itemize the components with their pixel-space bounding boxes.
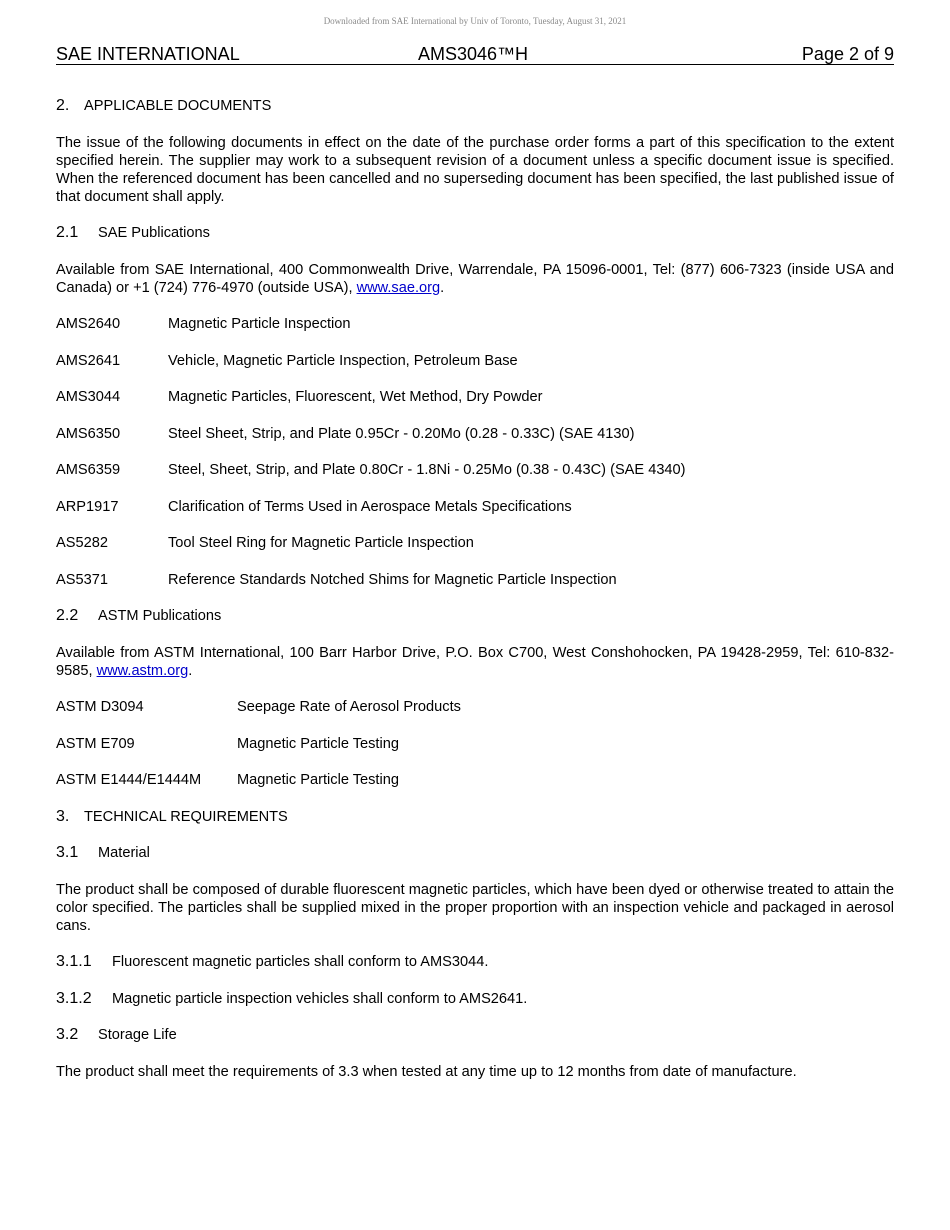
section-number: 2. [56,97,70,114]
reference-item [56,771,894,789]
astm-availability-paragraph [56,644,894,680]
section-number: 2.2 [56,607,79,624]
reference-item [56,388,894,406]
section-number: 3.2 [56,1026,79,1043]
reference-item [56,352,894,370]
reference-code: AMS6350 [56,425,121,442]
sae-availability-paragraph [56,261,894,297]
document-body [56,97,894,1099]
reference-title: Magnetic Particle Testing [237,735,399,752]
section-number: 3. [56,807,70,825]
astm-reference-list [56,698,894,789]
reference-code: AS5371 [56,571,108,588]
reference-code: AMS3044 [56,389,121,405]
reference-title: Magnetic Particles, Fluorescent, Wet Method, Dry Powder [168,389,543,405]
reference-code: AMS2641 [56,352,121,369]
reference-title: Tool Steel Ring for Magnetic Particle Inspection [168,535,474,551]
reference-code: AS5282 [56,535,108,551]
storage-life-paragraph: The product shall meet the requirements of 3.3 when tested at any time up to 12 months from date of manufacture. [56,1063,797,1080]
reference-item [56,534,894,552]
header-document-id: AMS3046™H [418,44,529,64]
header-organization: SAE INTERNATIONAL [56,44,240,64]
section-3-1-heading [56,844,894,862]
section-title: SAE Publications [98,225,210,241]
reference-title: Magnetic Particle Inspection [168,316,351,332]
reference-title: Steel Sheet, Strip, and Plate 0.95Cr - 0.20Mo (0.28 - 0.33C) (SAE 4130) [168,425,635,442]
section-text: Magnetic particle inspection vehicles shall conform to AMS2641. [112,990,528,1007]
material-paragraph: The product shall be composed of durable fluorescent magnetic particles, which have been dyed or otherwise treated to attain the color specified. The particles shall be supplied mixed in the proper proportion with an inspection vehicle and packaged in aerosol cans. [56,881,894,934]
reference-title: Reference Standards Notched Shims for Magnetic Particle Inspection [168,571,617,588]
section-3-1-1 [56,953,894,971]
reference-code: AMS6359 [56,462,121,478]
section-2-heading [56,97,894,115]
reference-item [56,425,894,443]
reference-title: Seepage Rate of Aerosol Products [237,699,461,715]
reference-title: Vehicle, Magnetic Particle Inspection, Petroleum Base [168,352,518,369]
section-title: ASTM Publications [98,608,222,624]
reference-item [56,315,894,333]
section-number: 2.1 [56,224,79,241]
reference-item [56,735,894,753]
sae-reference-list [56,315,894,589]
reference-code: ASTM D3094 [56,699,144,715]
section-2-1-heading [56,224,894,242]
page-header [56,44,894,65]
sae-website-link[interactable]: www.sae.org [356,279,441,296]
section-3-heading [56,808,894,826]
reference-item [56,461,894,479]
reference-title: Steel, Sheet, Strip, and Plate 0.80Cr - 1.8Ni - 0.25Mo (0.38 - 0.43C) (SAE 4340) [168,462,686,478]
reference-code: ASTM E709 [56,735,135,752]
section-number: 3.1.2 [56,989,92,1007]
reference-item [56,571,894,589]
section-title: APPLICABLE DOCUMENTS [84,98,272,114]
reference-title: Magnetic Particle Testing [237,772,399,788]
paragraph-end: . [440,279,445,296]
paragraph-text: Available from SAE International, 400 Commonwealth Drive, Warrendale, PA 15096-0001, Tel: (877) 606-7323 (inside USA and Canada) or +1 (724) 776-4970 (outside USA), [56,261,894,296]
reference-code: ARP1917 [56,498,119,515]
section-title: Material [98,845,150,861]
reference-item [56,498,894,516]
reference-code: ASTM E1444/E1444M [56,772,202,788]
section-text: Fluorescent magnetic particles shall conform to AMS3044. [112,954,489,970]
astm-website-link[interactable]: www.astm.org [96,662,189,679]
reference-code: AMS2640 [56,316,121,332]
section-title: Storage Life [98,1027,177,1043]
section-3-2-heading [56,1026,894,1044]
paragraph-text: Available from ASTM International, 100 Barr Harbor Drive, P.O. Box C700, West Conshohocken, PA 19428-2959, Tel: 610-832-9585, [56,644,894,679]
reference-title: Clarification of Terms Used in Aerospace Metals Specifications [168,498,572,515]
reference-item [56,698,894,716]
section-number: 3.1.1 [56,953,92,970]
download-watermark: Downloaded from SAE International by Univ of Toronto, Tuesday, August 31, 2021 [323,16,627,26]
section-3-1-2 [56,990,894,1008]
section-number: 3.1 [56,844,79,861]
paragraph-end: . [188,662,193,679]
section-title: TECHNICAL REQUIREMENTS [84,808,288,825]
section-2-2-heading [56,607,894,625]
header-page-number: Page 2 of 9 [801,44,894,64]
section-2-paragraph: The issue of the following documents in effect on the date of the purchase order forms a part of this specification to the extent specified herein. The supplier may work to a subsequent revision of a document unless a specific document issue is specified. When the referenced document has been cancelled and no superseding document has been specified, the last published issue of that document shall apply. [56,134,894,205]
